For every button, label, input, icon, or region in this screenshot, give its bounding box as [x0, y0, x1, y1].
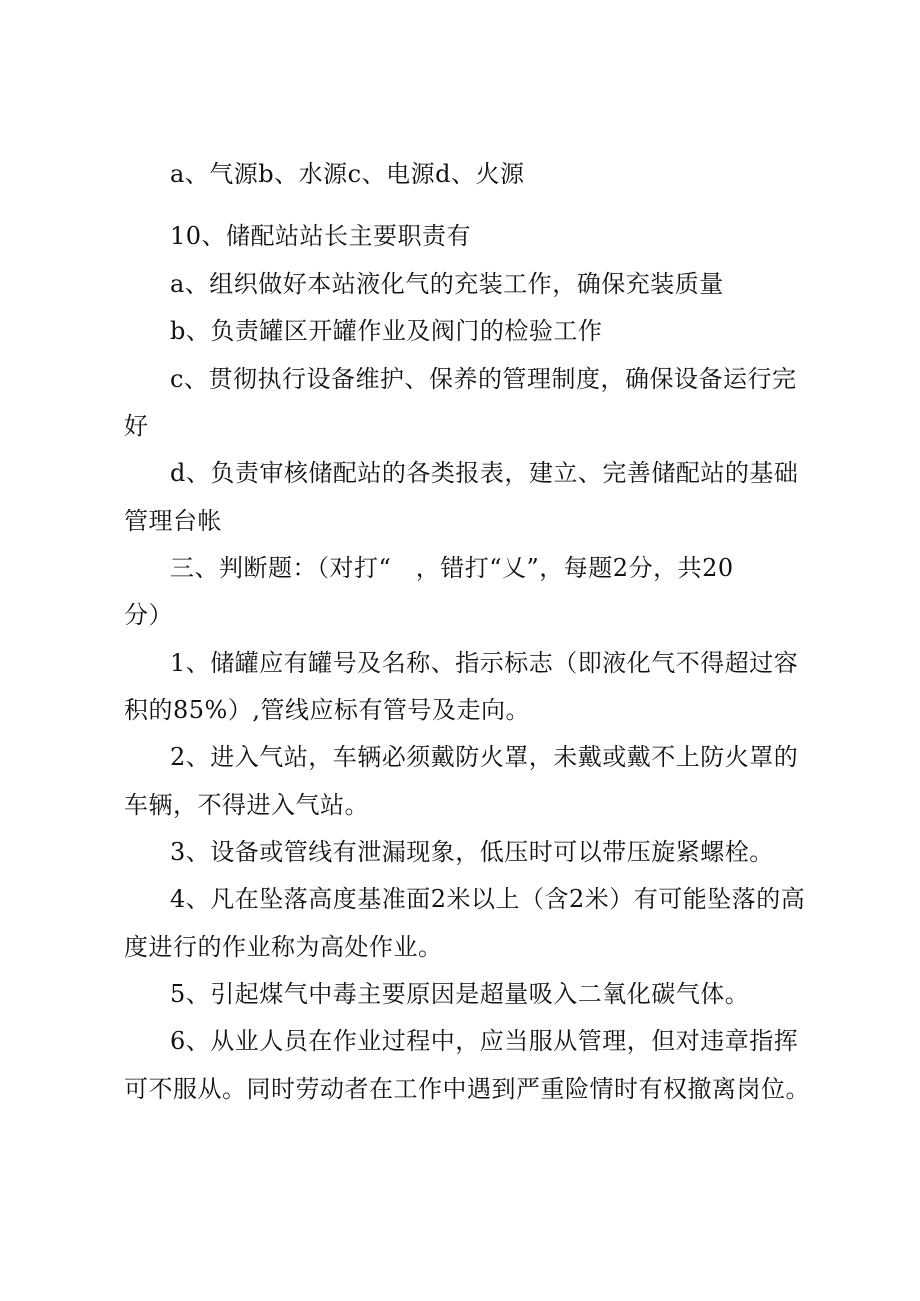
judgment-5: 5、引起煤气中毒主要原因是超量吸入二氧化碳气体。 [170, 980, 750, 1008]
judgment-4-line-2: 度进行的作业称为高处作业。 [124, 933, 443, 961]
option-d-line-1: d、负责审核储配站的各类报表，建立、完善储配站的基础 [170, 459, 799, 487]
option-d-line-2: 管理台帐 [124, 507, 222, 535]
judgment-6-line-1: 6、从业人员在作业过程中，应当服从管理，但对违章指挥 [170, 1027, 799, 1055]
option-b-tank-valve-inspection: b、负责罐区开罐作业及阀门的检验工作 [170, 317, 603, 345]
option-a-filling-quality: a、组织做好本站液化气的充装工作，确保充装质量 [170, 270, 724, 298]
section-3-heading-line-1: 三、判断题：（对打“ ，错打“乂”，每题2分，共20 [170, 554, 734, 582]
judgment-2-line-2: 车辆，不得进入气站。 [124, 791, 369, 819]
judgment-1-line-2: 积的85%）,管线应标有管号及走向。 [124, 696, 530, 724]
option-c-line-1: c、贯彻执行设备维护、保养的管理制度，确保设备运行完 [170, 365, 797, 393]
judgment-4-line-1: 4、凡在坠落高度基准面2米以上（含2米）有可能坠落的高 [170, 885, 806, 913]
option-line-water-power-fire: a、气源b、水源c、电源d、火源 [170, 160, 525, 188]
section-3-heading-line-2: 分） [124, 601, 173, 629]
question-10-title: 10、储配站站长主要职责有 [170, 222, 472, 250]
option-c-line-2: 好 [124, 412, 149, 440]
judgment-2-line-1: 2、进入气站，车辆必须戴防火罩，未戴或戴不上防火罩的 [170, 743, 799, 771]
judgment-6-line-2: 可不服从。同时劳动者在工作中遇到严重险情时有权撤离岗位。 [124, 1075, 810, 1103]
judgment-3: 3、设备或管线有泄漏现象，低压时可以带压旋紧螺栓。 [170, 838, 774, 866]
judgment-1-line-1: 1、储罐应有罐号及名称、指示标志（即液化气不得超过容 [170, 649, 799, 677]
